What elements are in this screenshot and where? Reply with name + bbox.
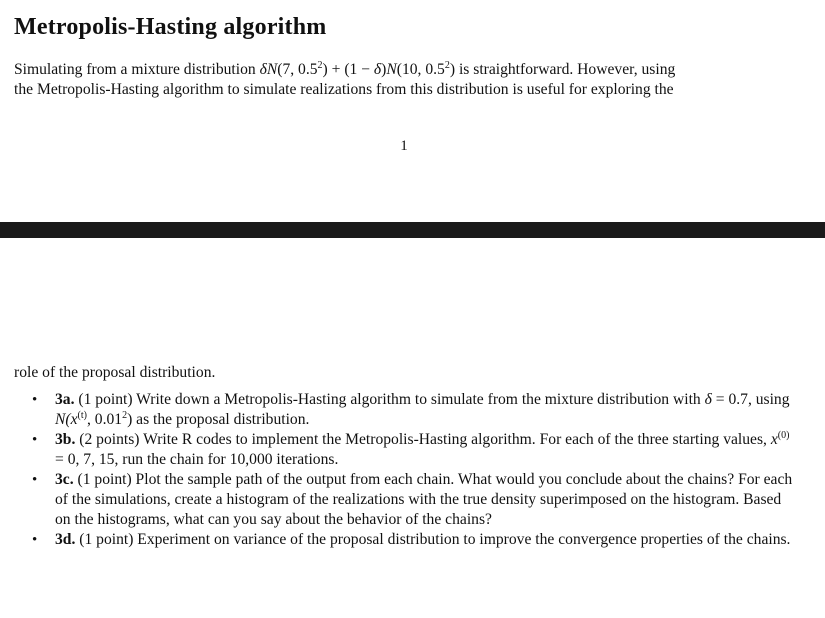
- list-item-3b: [30, 430, 800, 470]
- formula-delta: δ: [373, 61, 382, 78]
- page-title: Metropolis-Hasting algorithm: [14, 14, 327, 40]
- page-divider: [0, 222, 825, 238]
- continuation-text: role of the proposal distribution.: [14, 364, 216, 381]
- intro-paragraph: [14, 60, 804, 100]
- formula-n: N: [55, 411, 66, 428]
- item-text: (1 point) Plot the sample path of the output from each chain. What would you conclude about the chains? For each of the simulations, create a histogram of the realizations with the true density superimposed on the histogram. Based on the histograms, what can you say about the behavior of the chains?: [55, 471, 793, 528]
- formula-x: x: [770, 431, 778, 448]
- item-text: = 0.7, using: [711, 391, 790, 408]
- intro-line-2: the Metropolis-Hasting algorithm to simulate realizations from this distribution is useful for exploring the: [14, 81, 674, 98]
- formula-square: 2: [122, 410, 128, 421]
- formula-n: N: [386, 61, 397, 78]
- formula-superscript-0: (0): [777, 430, 790, 441]
- formula-superscript-t: (t): [77, 410, 87, 421]
- item-text: (2 points) Write R codes to implement the Metropolis-Hasting algorithm. For each of the three starting values,: [75, 431, 771, 448]
- page-number: 1: [400, 138, 408, 154]
- item-text: ) as the proposal distribution.: [127, 411, 310, 428]
- item-text: (1 point) Experiment on variance of the proposal distribution to improve the convergence properties of the chains.: [75, 531, 791, 548]
- bullet-icon: •: [32, 532, 38, 548]
- item-label: 3c.: [55, 471, 74, 488]
- formula-args: , 0.01: [86, 411, 123, 428]
- question-list: [30, 390, 800, 550]
- formula-args-1: (7, 0.5: [277, 61, 318, 78]
- formula-mid: ) + (1 −: [322, 61, 374, 78]
- formula-args-2: (10, 0.5: [396, 61, 445, 78]
- item-label: 3d.: [55, 531, 76, 548]
- formula-end: ): [449, 61, 456, 78]
- intro-text-end: is straightforward. However, using: [455, 61, 676, 78]
- item-text: (1 point) Write down a Metropolis-Hasting algorithm to simulate from the mixture distribution with: [74, 391, 705, 408]
- bullet-icon: •: [32, 432, 38, 448]
- list-item-3c: [30, 470, 800, 530]
- formula-close: ): [381, 61, 387, 78]
- bullet-icon: •: [32, 392, 38, 408]
- page-top: [0, 0, 825, 222]
- list-item-3d: [30, 530, 800, 550]
- formula-square-1: 2: [317, 60, 323, 71]
- intro-text-start: Simulating from a mixture distribution: [14, 61, 260, 78]
- formula-x: (x: [65, 411, 78, 428]
- formula-delta: δ: [704, 391, 712, 408]
- formula-delta-n: δN: [259, 61, 278, 78]
- page-bottom: [0, 238, 825, 618]
- bullet-icon: •: [32, 472, 38, 488]
- list-item-3a: [30, 390, 800, 430]
- item-label: 3b.: [55, 431, 76, 448]
- item-label: 3a.: [55, 391, 75, 408]
- formula-square-2: 2: [444, 60, 450, 71]
- item-text: = 0, 7, 15, run the chain for 10,000 iterations.: [55, 451, 339, 468]
